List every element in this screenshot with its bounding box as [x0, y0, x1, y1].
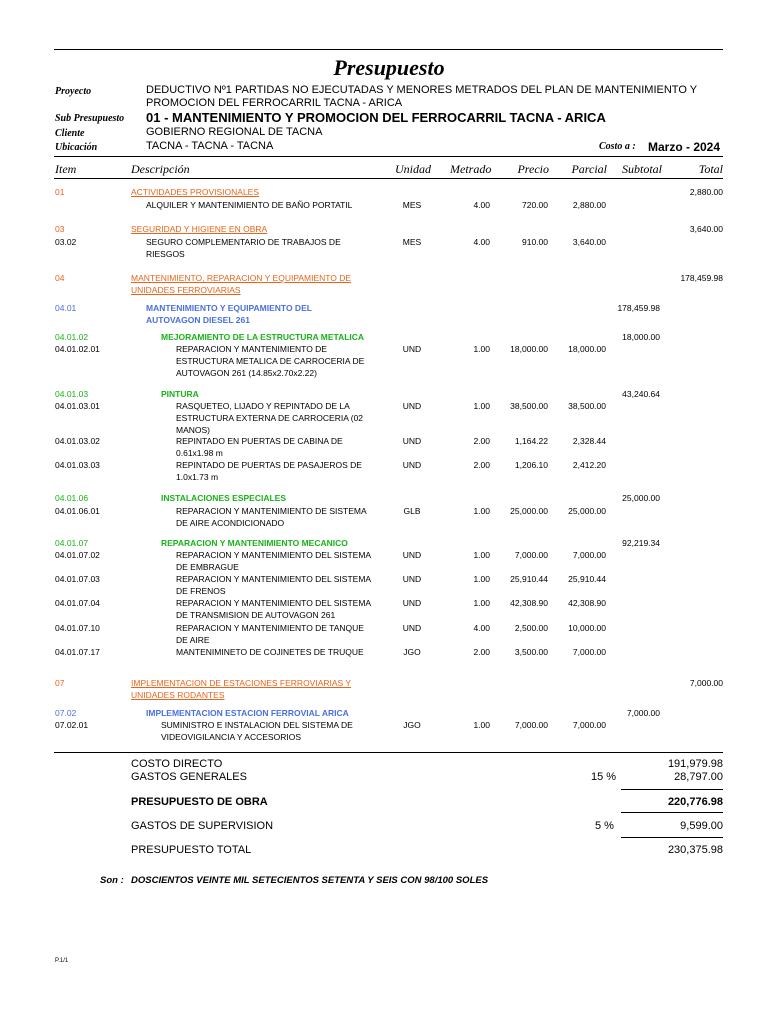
row-parcial: 10,000.00: [568, 623, 606, 633]
row-desc-line: REPARACION Y MANTENIMIENTO DE TANQUE: [176, 623, 364, 633]
row-precio: 42,308.90: [510, 598, 548, 608]
col-precio: Precio: [517, 162, 549, 176]
row-item: 04.01.07.04: [55, 598, 100, 608]
row-metrado: 1.00: [473, 506, 490, 516]
row-item: 03: [55, 224, 65, 234]
row-desc-line: MEJORAMIENTO DE LA ESTRUCTURA METALICA: [161, 332, 365, 342]
row-precio: 3,500.00: [514, 647, 548, 657]
row-desc-line: DE TRANSMISION DE AUTOVAGON 261: [176, 610, 336, 620]
page-number: P.1/1: [55, 958, 69, 964]
row-desc-line: REPARACION Y MANTENIMIENTO DE: [176, 344, 327, 354]
header-rule: [54, 156, 723, 157]
row-parcial: 7,000.00: [572, 550, 606, 560]
row-precio: 2,500.00: [514, 623, 548, 633]
row-precio: 910.00: [522, 237, 548, 247]
row-desc-line: REPINTADO EN PUERTAS DE CABINA DE: [176, 436, 343, 446]
row-desc-line: MANTENIMINETO DE COJINETES DE TRUQUE: [176, 647, 364, 657]
obra-rule-bottom: [621, 812, 723, 813]
presupuesto-obra-value: 220,776.98: [667, 796, 723, 808]
row-metrado: 1.00: [473, 574, 490, 584]
row-metrado: 2.00: [473, 436, 490, 446]
row-metrado: 1.00: [473, 401, 490, 411]
presupuesto-total-label: PRESUPUESTO TOTAL: [131, 844, 252, 856]
row-subtotal: 178,459.98: [617, 303, 660, 313]
obra-rule-top: [621, 789, 723, 790]
row-precio: 18,000.00: [510, 344, 548, 354]
costo-directo-label: COSTO DIRECTO: [131, 758, 223, 770]
row-unidad: UND: [402, 401, 422, 411]
row-subtotal: 18,000.00: [622, 332, 660, 342]
row-desc-line: DE FRENOS: [176, 586, 226, 596]
row-desc-line: SUMINISTRO E INSTALACION DEL SISTEMA DE: [161, 720, 353, 730]
row-item: 04.01.06: [55, 493, 89, 503]
son-text: DOSCIENTOS VEINTE MIL SETECIENTOS SETENTA Y SEIS CON 98/100 SOLES: [131, 875, 489, 886]
ubicacion-label: Ubicación: [55, 142, 98, 153]
col-unidad: Unidad: [395, 162, 431, 176]
col-item: Item: [55, 162, 77, 176]
row-parcial: 42,308.90: [568, 598, 606, 608]
row-desc-line: SEGURIDAD Y HIGIENE EN OBRA: [131, 224, 268, 234]
row-item: 04.01.07.17: [55, 647, 100, 657]
row-item: 01: [55, 187, 65, 197]
row-desc-line: RIESGOS: [146, 249, 185, 259]
row-desc-line: ALQUILER Y MANTENIMIENTO DE BAÑO PORTATIL: [146, 200, 353, 210]
row-unidad: UND: [402, 460, 422, 470]
supervision-value: 9,599.00: [680, 820, 723, 832]
col-parcial: Parcial: [571, 162, 607, 176]
supervision-pct: 5 %: [595, 820, 614, 832]
row-metrado: 2.00: [473, 460, 490, 470]
cliente-value: GOBIERNO REGIONAL DE TACNA: [146, 126, 323, 138]
row-desc-line: 0.61x1.98 m: [176, 448, 223, 458]
row-precio: 1,164.22: [514, 436, 548, 446]
row-parcial: 7,000.00: [572, 647, 606, 657]
row-parcial: 2,328.44: [572, 436, 606, 446]
row-subtotal: 25,000.00: [622, 493, 660, 503]
row-unidad: UND: [402, 574, 422, 584]
row-desc-line: SEGURO COMPLEMENTARIO DE TRABAJOS DE: [146, 237, 341, 247]
row-desc-line: RASQUETEO, LIJADO Y REPINTADO DE LA: [176, 401, 350, 411]
row-desc-line: UNIDADES FERROVIARIAS: [131, 285, 241, 295]
row-item: 04.01.02: [55, 332, 89, 342]
row-desc-line: REPARACION Y MANTENIMIENTO DEL SISTEMA: [176, 598, 372, 608]
row-subtotal: 43,240.64: [622, 389, 660, 399]
row-desc-line: IMPLEMENTACION ESTACION FERROVIAL ARICA: [146, 708, 349, 718]
proyecto-line2: PROMOCION DEL FERROCARRIL TACNA - ARICA: [146, 97, 403, 109]
row-desc-line: DE AIRE ACONDICIONADO: [176, 518, 285, 528]
col-total: Total: [698, 162, 723, 176]
row-desc-line: AUTOVAGON DIESEL 261: [146, 315, 250, 325]
row-desc-line: ACTIVIDADES PROVISIONALES: [131, 187, 260, 197]
row-item: 04: [55, 273, 65, 283]
row-metrado: 4.00: [473, 200, 490, 210]
row-desc-line: ESTRUCTURA METALICA DE CARROCERIA DE: [176, 356, 365, 366]
row-unidad: MES: [402, 200, 422, 210]
row-unidad: MES: [402, 237, 422, 247]
costo-value: Marzo - 2024: [648, 140, 721, 154]
row-item: 04.01.02.01: [55, 344, 100, 354]
row-unidad: UND: [402, 344, 422, 354]
son-label: Son :: [100, 875, 124, 886]
row-desc-line: MANOS): [176, 425, 210, 435]
row-parcial: 18,000.00: [568, 344, 606, 354]
supervision-label: GASTOS DE SUPERVISION: [131, 820, 274, 832]
gastos-generales-pct: 15 %: [591, 771, 617, 783]
row-desc-line: REPINTADO DE PUERTAS DE PASAJEROS DE: [176, 460, 362, 470]
row-unidad: UND: [402, 598, 422, 608]
row-desc-line: IMPLEMENTACION DE ESTACIONES FERROVIARIAS Y: [131, 678, 352, 688]
row-desc-line: ESTRUCTURA EXTERNA DE CARROCERIA (02: [176, 413, 364, 423]
col-descripcion: Descripción: [131, 162, 190, 176]
row-total: 7,000.00: [689, 678, 723, 688]
cliente-label: Cliente: [55, 128, 85, 139]
row-item: 04.01.07: [55, 538, 89, 548]
columns-rule: [54, 178, 723, 179]
row-item: 04.01.07.03: [55, 574, 100, 584]
row-precio: 720.00: [522, 200, 548, 210]
row-precio: 7,000.00: [514, 720, 548, 730]
row-unidad: JGO: [403, 720, 421, 730]
row-precio: 25,910.44: [510, 574, 548, 584]
presupuesto-obra-label: PRESUPUESTO DE OBRA: [131, 796, 268, 808]
row-unidad: UND: [402, 623, 422, 633]
ubicacion-value: TACNA - TACNA - TACNA: [146, 140, 274, 152]
row-metrado: 4.00: [473, 237, 490, 247]
row-item: 04.01.03.02: [55, 436, 100, 446]
row-precio: 7,000.00: [514, 550, 548, 560]
row-desc-line: UNIDADES RODANTES: [131, 690, 225, 700]
row-parcial: 3,640.00: [572, 237, 606, 247]
row-metrado: 2.00: [473, 647, 490, 657]
row-parcial: 2,412.20: [572, 460, 606, 470]
col-subtotal: Subtotal: [621, 162, 662, 176]
row-desc-line: DE AIRE: [176, 635, 210, 645]
row-unidad: UND: [402, 436, 422, 446]
proyecto-line1: DEDUCTIVO Nº1 PARTIDAS NO EJECUTADAS Y MENORES METRADOS DEL PLAN DE MANTENIMIENTO Y: [146, 84, 698, 96]
total-rule: [621, 837, 723, 838]
row-item: 04.01.03.03: [55, 460, 100, 470]
row-desc-line: PINTURA: [161, 389, 199, 399]
presupuesto-total-value: 230,375.98: [667, 844, 723, 856]
row-parcial: 7,000.00: [572, 720, 606, 730]
top-rule: [54, 49, 723, 50]
row-total: 2,880.00: [689, 187, 723, 197]
row-unidad: JGO: [403, 647, 421, 657]
row-precio: 38,500.00: [510, 401, 548, 411]
row-total: 3,640.00: [689, 224, 723, 234]
row-parcial: 38,500.00: [568, 401, 606, 411]
row-desc-line: MANTENIMIENTO Y EQUIPAMIENTO DEL: [146, 303, 312, 313]
row-metrado: 1.00: [473, 720, 490, 730]
row-metrado: 4.00: [473, 623, 490, 633]
gastos-generales-label: GASTOS GENERALES: [131, 771, 247, 783]
subpresupuesto-label: Sub Presupuesto: [55, 113, 125, 124]
row-item: 04.01.07.02: [55, 550, 100, 560]
summary-rule: [54, 752, 723, 753]
row-desc-line: AUTOVAGON 261 (14.85x2.70x2.22): [176, 368, 317, 378]
row-parcial: 25,000.00: [568, 506, 606, 516]
costo-label: Costo a :: [599, 141, 636, 152]
row-item: 04.01.06.01: [55, 506, 100, 516]
row-parcial: 25,910.44: [568, 574, 606, 584]
row-metrado: 1.00: [473, 550, 490, 560]
row-total: 178,459.98: [680, 273, 723, 283]
row-item: 04.01.03: [55, 389, 89, 399]
row-metrado: 1.00: [473, 344, 490, 354]
proyecto-label: Proyecto: [55, 86, 92, 97]
row-parcial: 2,880.00: [572, 200, 606, 210]
row-desc-line: VIDEOVIGILANCIA Y ACCESORIOS: [161, 732, 301, 742]
row-item: 07.02: [55, 708, 77, 718]
row-subtotal: 92,219.34: [622, 538, 660, 548]
row-desc-line: REPARACION Y MANTENIMIENTO MECANICO: [161, 538, 348, 548]
row-unidad: UND: [402, 550, 422, 560]
row-item: 07.02.01: [55, 720, 89, 730]
row-precio: 1,206.10: [514, 460, 548, 470]
page-title: Presupuesto: [333, 55, 445, 80]
subpresupuesto-value: 01 - MANTENIMIENTO Y PROMOCION DEL FERROCARRIL TACNA - ARICA: [146, 110, 606, 125]
row-desc-line: REPARACION Y MANTENIMIENTO DE SISTEMA: [176, 506, 367, 516]
row-item: 07: [55, 678, 65, 688]
row-desc-line: DE EMBRAGUE: [176, 562, 239, 572]
row-desc-line: 1.0x1.73 m: [176, 472, 219, 482]
gastos-generales-value: 28,797.00: [674, 771, 723, 783]
row-metrado: 1.00: [473, 598, 490, 608]
row-item: 03.02: [55, 237, 77, 247]
row-desc-line: MANTENIMIENTO, REPARACION Y EQUIPAMIENTO DE: [131, 273, 352, 283]
row-precio: 25,000.00: [510, 506, 548, 516]
row-item: 04.01: [55, 303, 77, 313]
row-desc-line: REPARACION Y MANTENIMIENTO DEL SISTEMA: [176, 574, 372, 584]
row-desc-line: INSTALACIONES ESPECIALES: [161, 493, 286, 503]
row-unidad: GLB: [403, 506, 421, 516]
row-subtotal: 7,000.00: [626, 708, 660, 718]
row-item: 04.01.03.01: [55, 401, 100, 411]
col-metrado: Metrado: [450, 162, 492, 176]
costo-directo-value: 191,979.98: [667, 758, 723, 770]
row-item: 04.01.07.10: [55, 623, 100, 633]
row-desc-line: REPARACION Y MANTENIMIENTO DEL SISTEMA: [176, 550, 372, 560]
